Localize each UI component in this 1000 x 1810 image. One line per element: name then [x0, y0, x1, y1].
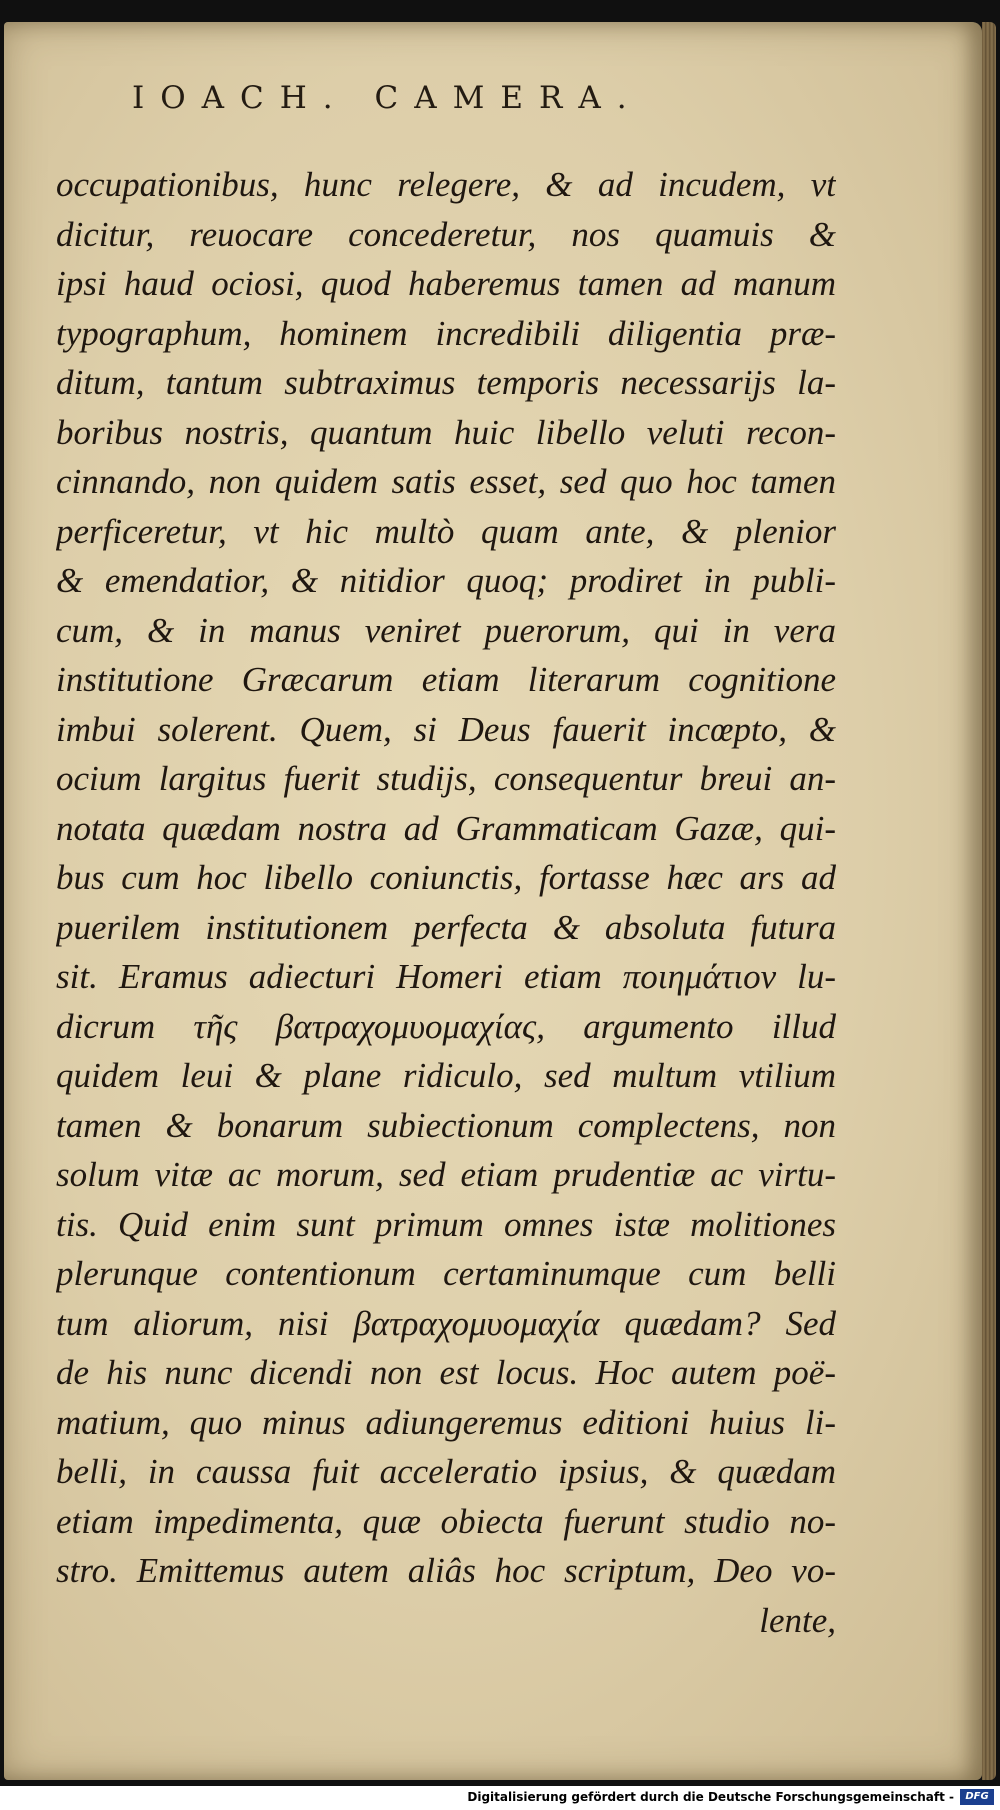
text-line: ditum, tantum subtraximus temporis necessarijs la- [56, 363, 836, 402]
text-line: quidem leui & plane ridiculo, sed multum vtilium [56, 1056, 836, 1095]
text-line: tis. Quid enim sunt primum omnes istæ molitiones [56, 1204, 836, 1244]
text-line: dicrum τῆς βατραχομυομαχίας, argumento illud [56, 1006, 836, 1046]
page-fore-edge [982, 22, 996, 1780]
text-line: notata quædam nostra ad Grammaticam Gazæ, qui- [56, 808, 836, 848]
text-line: imbui solerent. Quem, si Deus fauerit incœpto, & [56, 709, 836, 749]
text-line: sit. Eramus adiecturi Homeri etiam ποιημάτιον lu- [56, 957, 836, 996]
dfg-logo: DFG [960, 1789, 994, 1805]
text-line: tamen & bonarum subiectionum complectens, non [56, 1105, 836, 1145]
text-line: ocium largitus fuerit studijs, consequentur breui an- [56, 759, 836, 798]
text-line: belli, in caussa fuit acceleratio ipsius, & quædam [56, 1452, 836, 1491]
text-line: perficeretur, vt hic multò quam ante, & plenior [56, 511, 836, 551]
digitization-footer [0, 1786, 1000, 1810]
text-line: & emendatior, & nitidior quoq; prodiret in publi- [56, 561, 836, 600]
text-line: matium, quo minus adiungeremus editioni huius li- [56, 1402, 836, 1442]
body-text [56, 160, 836, 1645]
text-line: occupationibus, hunc relegere, & ad incudem, vt [56, 165, 836, 204]
catchword: lente, [759, 1600, 836, 1640]
text-line: tum aliorum, nisi βατραχομυομαχία quædam? Sed [56, 1303, 836, 1343]
text-line: typographum, hominem incredibili diligentia præ- [56, 313, 836, 353]
text-line: ipsi haud ociosi, quod haberemus tamen ad manum [56, 264, 836, 303]
text-line: stro. Emittemus autem aliâs hoc scriptum, Deo vo- [56, 1551, 836, 1590]
running-head: IOACH. CAMERA. [132, 80, 643, 116]
book-page [4, 22, 982, 1780]
text-line: bus cum hoc libello coniunctis, fortasse hæc ars ad [56, 858, 836, 897]
funding-notice: Digitalisierung gefördert durch die Deutsche Forschungsgemeinschaft - [467, 1790, 954, 1804]
text-line: dicitur, reuocare concederetur, nos quamuis & [56, 214, 836, 254]
text-line: de his nunc dicendi non est locus. Hoc autem poë- [56, 1353, 836, 1392]
text-line: cinnando, non quidem satis esset, sed quo hoc tamen [56, 462, 836, 501]
text-line: cum, & in manus veniret puerorum, qui in vera [56, 610, 836, 650]
text-line: institutione Græcarum etiam literarum cognitione [56, 660, 836, 699]
text-line: solum vitæ ac morum, sed etiam prudentiæ ac virtu- [56, 1155, 836, 1194]
text-line: puerilem institutionem perfecta & absoluta futura [56, 907, 836, 947]
text-line: boribus nostris, quantum huic libello veluti recon- [56, 412, 836, 452]
text-line: plerunque contentionum certaminumque cum belli [56, 1254, 836, 1293]
text-line: etiam impedimenta, quæ obiecta fuerunt studio no- [56, 1501, 836, 1541]
